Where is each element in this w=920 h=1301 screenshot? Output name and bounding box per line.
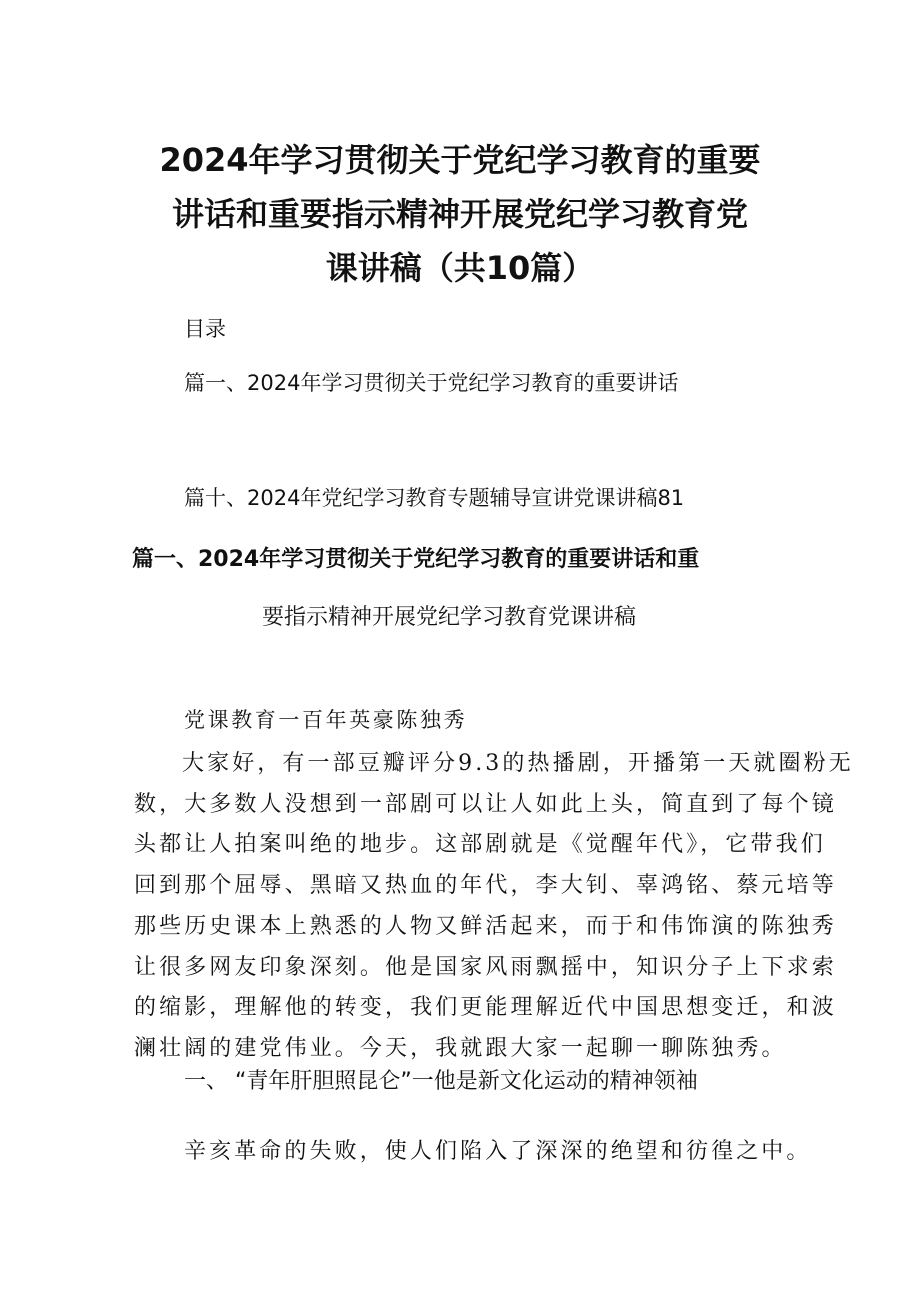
title-line-3: 课讲稿（共10篇）: [325, 249, 595, 287]
intro-paragraph: [134, 744, 854, 1070]
paragraph-line: 头都让人拍案叫绝的地步。这部剧就是《觉醒年代》，它带我们: [134, 832, 826, 858]
lecture-subtitle: 党课教育一百年英豪陈独秀: [184, 708, 468, 732]
paragraph-line: 数，大多数人没想到一部剧可以让人如此上头，简直到了每个镜: [134, 791, 837, 817]
section-heading-line-1: 篇一、2024年学习贯彻关于党纪学习教育的重要讲话和重: [132, 547, 700, 572]
paragraph-line: 大家好，有一部豆瓣评分9.3的热播剧，开播第一天就圈粉无: [182, 751, 854, 776]
paragraph-line: 那些历史课本上熟悉的人物又鲜活起来，而于和伟饰演的陈独秀: [134, 913, 837, 939]
toc-item-10[interactable]: 篇十、2024年党纪学习教育专题辅导宣讲党课讲稿81: [184, 486, 685, 510]
toc-item-1[interactable]: 篇一、2024年学习贯彻关于党纪学习教育的重要讲话: [184, 371, 679, 395]
heading-one: 一、 “青年肝胆照昆仑”一他是新文化运动的精神领袖: [184, 1069, 698, 1094]
paragraph-line: 澜壮阔的建党伟业。今天，我就跟大家一起聊一聊陈独秀。: [134, 1035, 787, 1061]
paragraph-start: 辛亥革命的失败，使人们陷入了深深的绝望和彷徨之中。: [184, 1139, 812, 1164]
title-line-2: 讲话和重要指示精神开展党纪学习教育党: [171, 195, 748, 233]
paragraph-line: 让很多网友印象深刻。他是国家风雨飘摇中，知识分子上下求索: [134, 954, 837, 980]
paragraph-line: 回到那个屈辱、黑暗又热血的年代，李大钊、辜鸿铭、蔡元培等: [134, 873, 837, 899]
section-heading-line-2: 要指示精神开展党纪学习教育党课讲稿: [262, 605, 637, 630]
document-title: [130, 133, 790, 295]
toc-label: 目录: [184, 317, 226, 341]
title-line-1: 2024年学习贯彻关于党纪学习教育的重要: [159, 141, 761, 179]
paragraph-line: 的缩影，理解他的转变，我们更能理解近代中国思想变迁，和波: [134, 995, 837, 1021]
